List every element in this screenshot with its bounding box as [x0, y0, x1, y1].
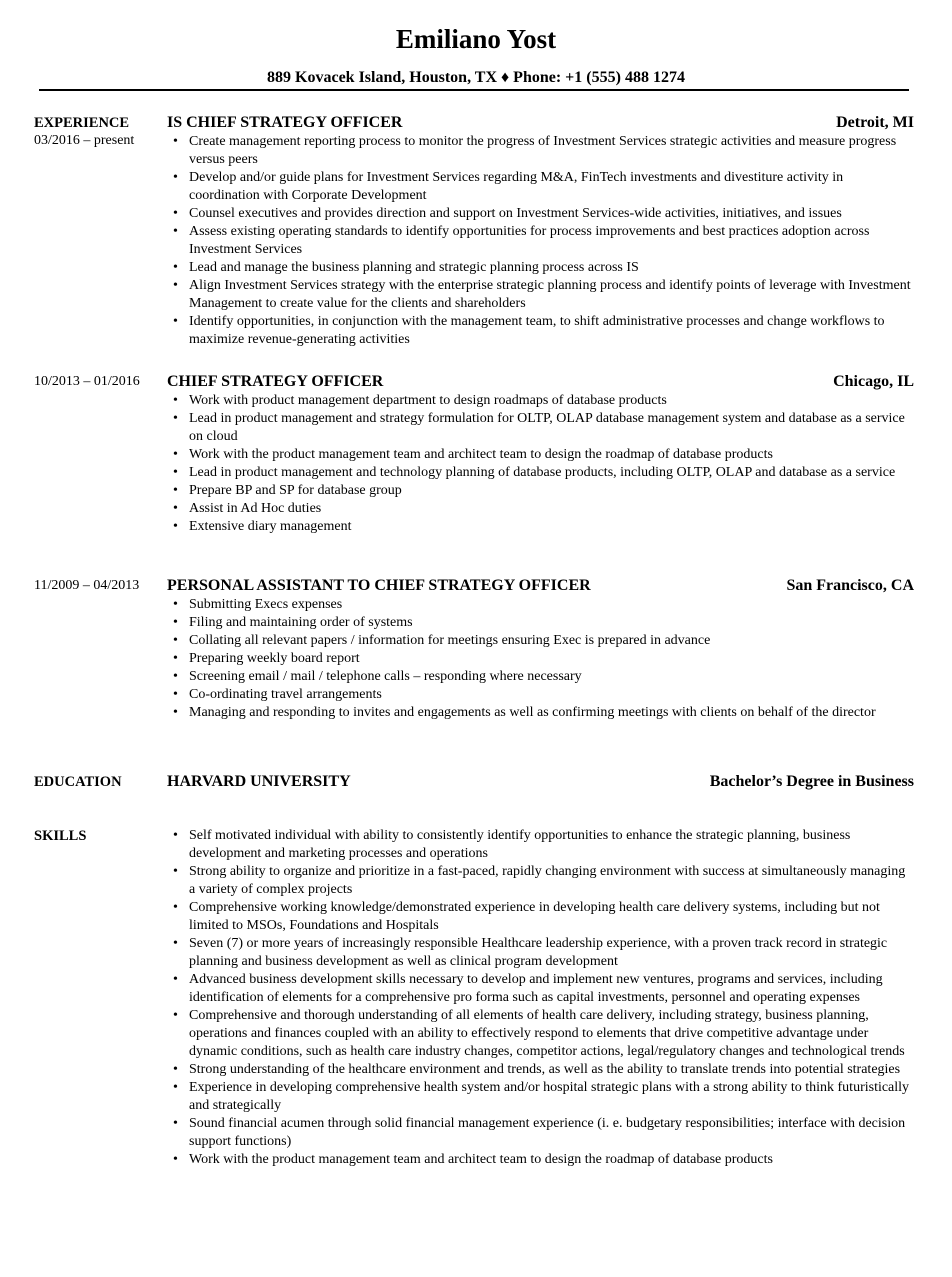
job-dates: 03/2016 – present — [34, 133, 135, 148]
list-item: • Lead in product management and strategy formulation for OLTP, OLAP database management system and database as a service on cloud — [189, 410, 914, 446]
list-item: • Filing and maintaining order of systems — [189, 614, 914, 632]
job-title: PERSONAL ASSISTANT TO CHIEF STRATEGY OFFICER — [167, 577, 591, 594]
experience-section-label: EXPERIENCE — [34, 115, 130, 131]
list-item: • Lead and manage the business planning and strategic planning process across IS — [189, 259, 914, 277]
list-item: • Co-ordinating travel arrangements — [189, 686, 914, 704]
candidate-name: Emiliano Yost — [395, 24, 557, 54]
list-item: • Preparing weekly board report — [189, 650, 914, 668]
job-dates: 11/2009 – 04/2013 — [34, 578, 140, 593]
job-dates: 10/2013 – 01/2016 — [34, 374, 140, 389]
job-location: Chicago, IL — [833, 373, 914, 390]
job-location: San Francisco, CA — [786, 577, 914, 594]
list-item: • Self motivated individual with ability to consistently identify opportunities to enhance the strategic planning, business development and marketing processes and operations — [189, 827, 914, 863]
list-item: • Work with the product management team and architect team to design the roadmap of database products — [189, 1151, 914, 1169]
header-divider — [39, 89, 909, 91]
skills-section-label: SKILLS — [34, 828, 87, 844]
job-bullets — [189, 392, 914, 536]
list-item: • Develop and/or guide plans for Investment Services regarding M&A, FinTech investments and divestiture activity in coordination with Corporate Development — [189, 169, 914, 205]
education-section-label: EDUCATION — [34, 774, 122, 790]
job-location: Detroit, MI — [836, 114, 914, 131]
school-name: HARVARD UNIVERSITY — [167, 773, 351, 790]
list-item: • Experience in developing comprehensive health system and/or hospital strategic plans with a strong ability to think futuristically and strategically — [189, 1079, 914, 1115]
list-item: • Strong ability to organize and prioritize in a fast-paced, rapidly changing environment with success at simultaneously managing a variety of complex projects — [189, 863, 914, 899]
list-item: • Work with product management department to design roadmaps of database products — [189, 392, 914, 410]
job-title: CHIEF STRATEGY OFFICER — [167, 373, 384, 390]
list-item: • Strong understanding of the healthcare environment and trends, as well as the ability to translate trends into potential strategies — [189, 1061, 914, 1079]
list-item: • Advanced business development skills necessary to develop and implement new ventures, programs and services, including identification of elements for a comprehensive pro forma such as capital investments, personnel and operating expenses — [189, 971, 914, 1007]
list-item: • Assist in Ad Hoc duties — [189, 500, 914, 518]
contact-line: 889 Kovacek Island, Houston, TX ♦ Phone: +1 (555) 488 1274 — [267, 69, 685, 86]
list-item: • Identify opportunities, in conjunction with the management team, to shift administrative processes and change workflows to maximize revenue-generating activities — [189, 313, 914, 349]
list-item: • Comprehensive working knowledge/demonstrated experience in developing health care delivery systems, including but not limited to MSOs, Foundations and Hospitals — [189, 899, 914, 935]
job-bullets — [189, 133, 914, 349]
list-item: • Prepare BP and SP for database group — [189, 482, 914, 500]
list-item: • Create management reporting process to monitor the progress of Investment Services strategic activities and measure progress versus peers — [189, 133, 914, 169]
job-title: IS CHIEF STRATEGY OFFICER — [167, 114, 403, 131]
list-item: • Screening email / mail / telephone calls – responding where necessary — [189, 668, 914, 686]
list-item: • Submitting Execs expenses — [189, 596, 914, 614]
list-item: • Seven (7) or more years of increasingly responsible Healthcare leadership experience, with a proven track record in strategic planning and business development as well as clinical program development — [189, 935, 914, 971]
list-item: • Sound financial acumen through solid financial management experience (i. e. budgetary responsibilities; interface with decision support functions) — [189, 1115, 914, 1151]
list-item: • Align Investment Services strategy with the enterprise strategic planning process and identify points of leverage with Investment Management to create value for the clients and shareholders — [189, 277, 914, 313]
list-item: • Extensive diary management — [189, 518, 914, 536]
list-item: • Lead in product management and technology planning of database products, including OLTP, OLAP and database as a service — [189, 464, 914, 482]
list-item: • Collating all relevant papers / information for meetings ensuring Exec is prepared in advance — [189, 632, 914, 650]
skills-bullets — [189, 827, 914, 1169]
list-item: • Managing and responding to invites and engagements as well as confirming meetings with clients on behalf of the director — [189, 704, 914, 722]
list-item: • Comprehensive and thorough understanding of all elements of health care delivery, including strategy, business planning, operations and finances coupled with an ability to effectively respond to elements that drive competitive advantage under dynamic conditions, such as health care industry changes, competitor actions, legal/regulatory changes and technological trends — [189, 1007, 914, 1061]
degree-name: Bachelor’s Degree in Business — [709, 773, 914, 790]
job-bullets — [189, 596, 914, 722]
list-item: • Assess existing operating standards to identify opportunities for process improvements and best practices adoption across Investment Services — [189, 223, 914, 259]
list-item: • Counsel executives and provides direction and support on Investment Services-wide activities, initiatives, and issues — [189, 205, 914, 223]
list-item: • Work with the product management team and architect team to design the roadmap of database products — [189, 446, 914, 464]
